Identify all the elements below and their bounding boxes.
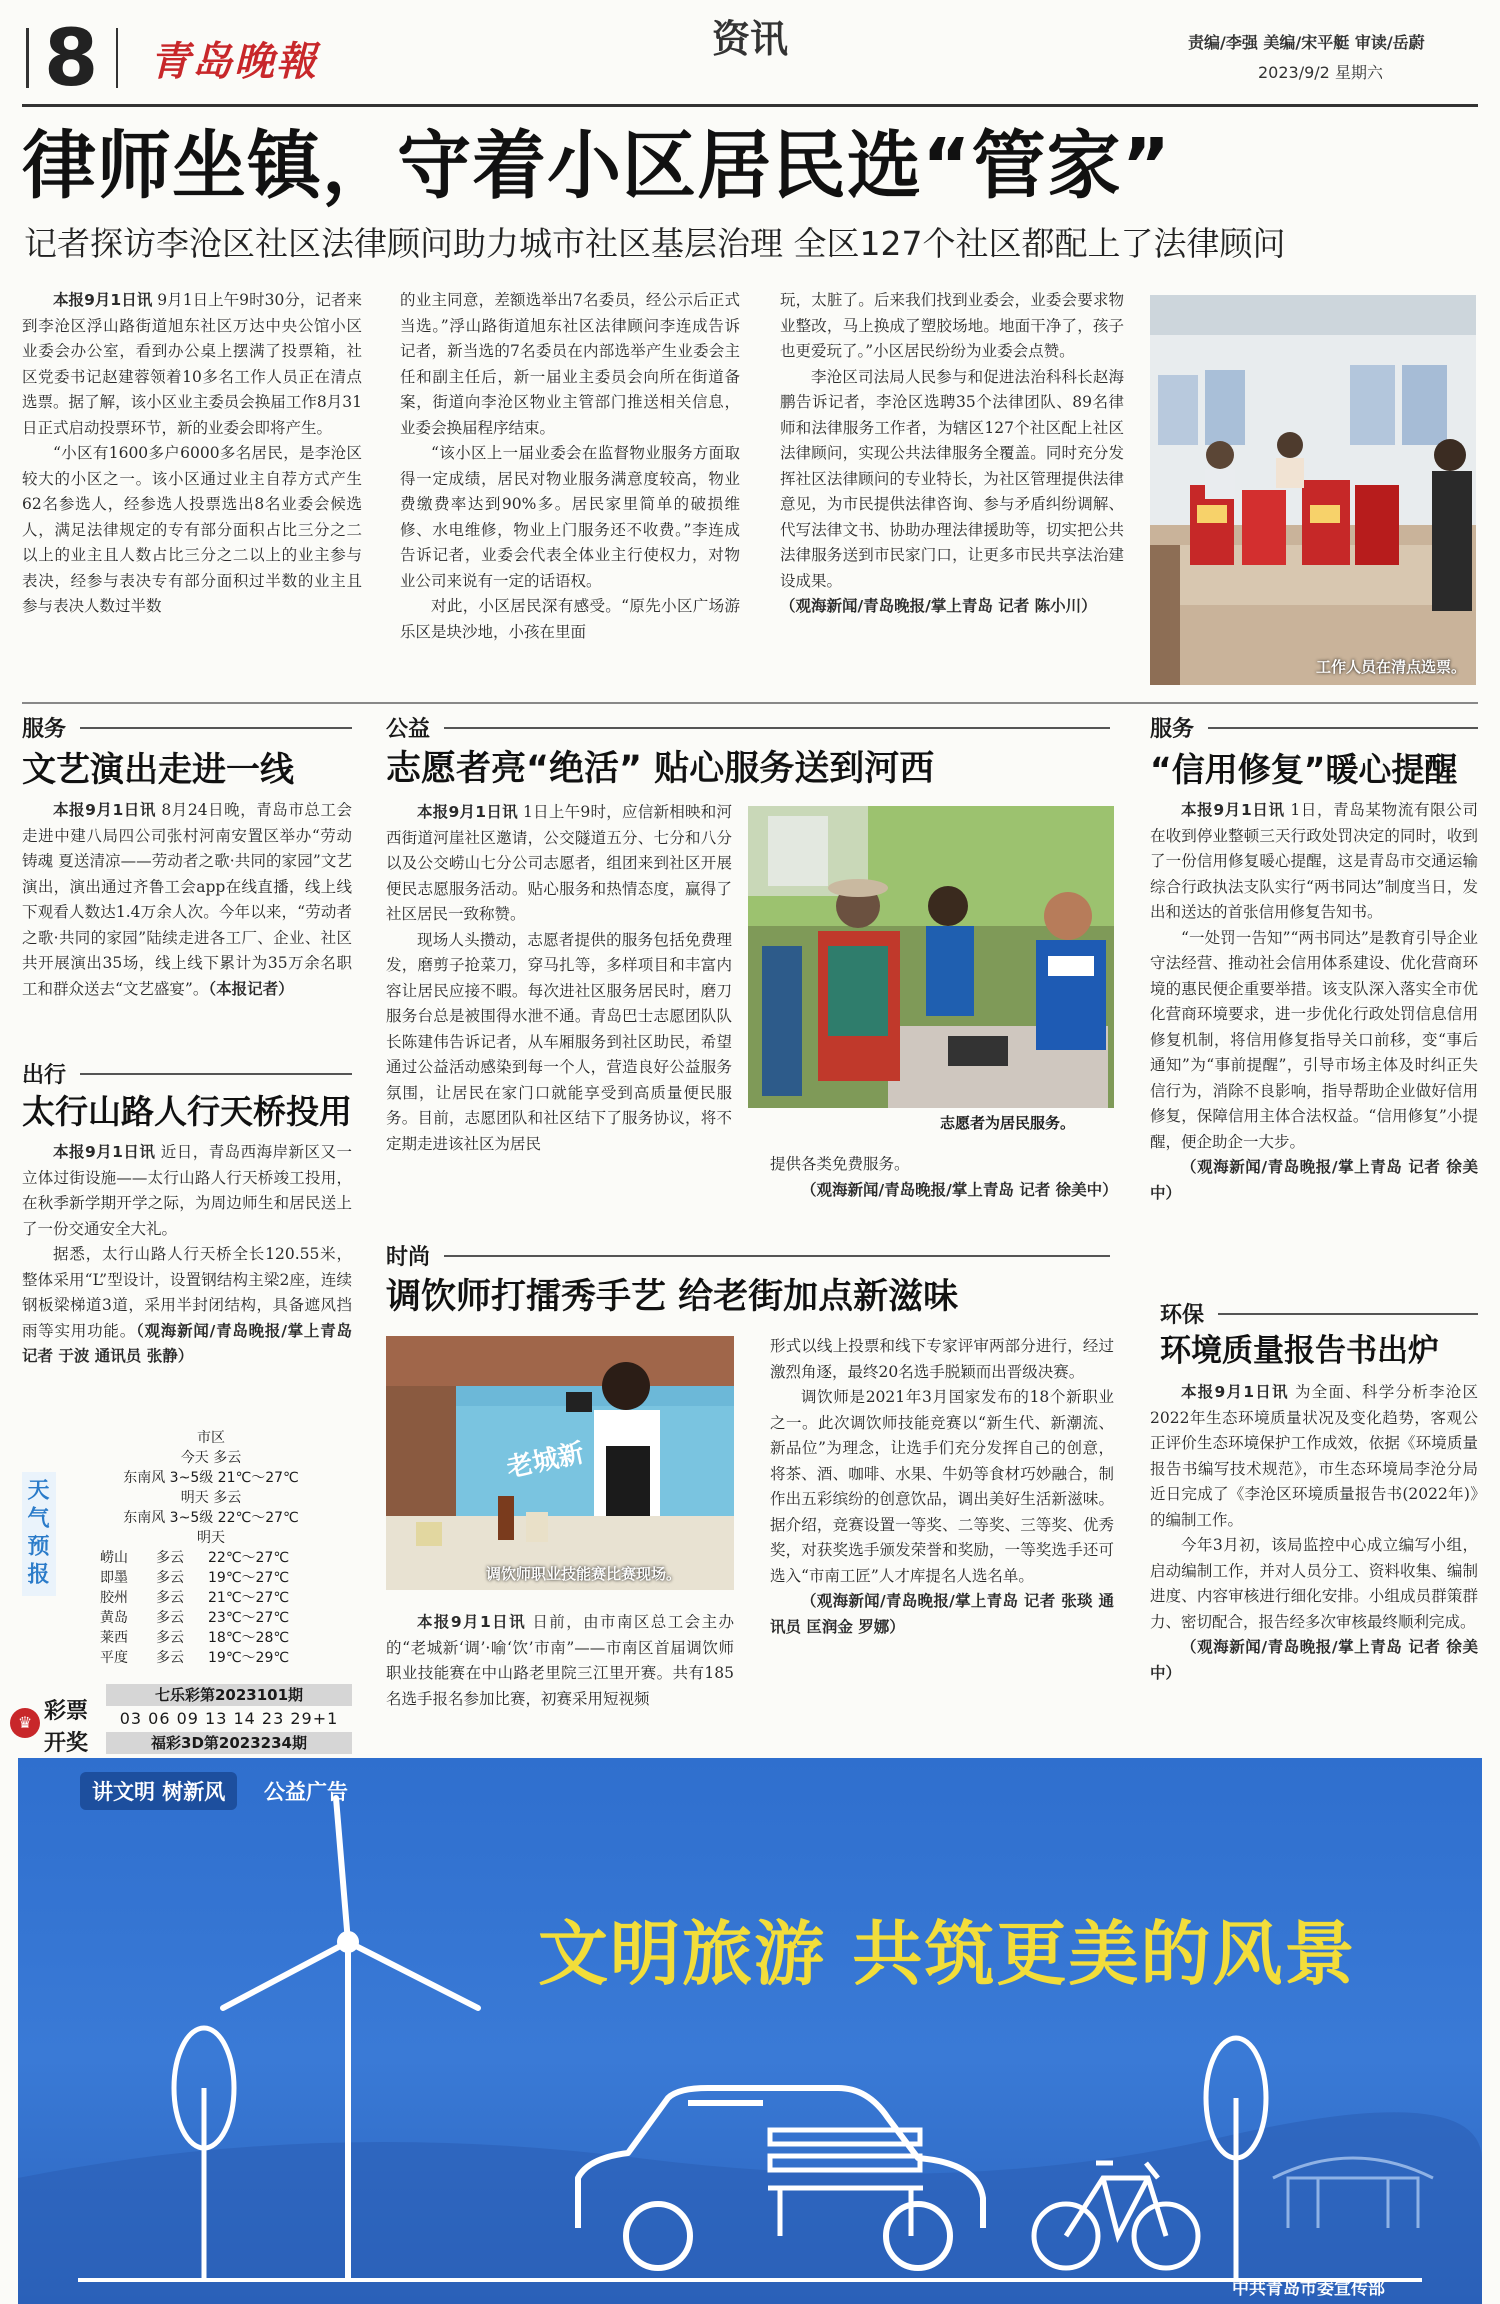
ad-illustration [18,1758,1482,2304]
public-service-ad [18,1758,1482,2304]
tea-body-right [770,1334,1114,1746]
lottery-label-2: 开奖 [44,1731,89,1756]
lead-photo-caption: 工作人员在清点选票。 [1315,658,1466,676]
env-paragraph: 今年3月初，该局监控中心成立编写小组，启动编制工作，并对人员分工、资料收集、编制进度、内容审核进行细化安排。小组成员群策群力、密切配合，报告经多次审核最终顺利完成。 [1150,1536,1478,1631]
tea-photo [386,1336,734,1590]
lottery-icon: ♛ [10,1708,40,1738]
env-credit: （观海新闻/青岛晚报/掌上青岛 记者 徐美中） [1150,1638,1478,1682]
weather-content [70,1428,352,1668]
lead-photo [1150,295,1476,685]
tea-headline: 调饮师打擂秀手艺 给老街加点新滋味 [386,1277,959,1317]
credit-body [1150,798,1478,1284]
weather-tomorrow-detail: 东南风 3~5级 22℃～27℃ [123,1510,299,1526]
bridge-paragraph: 据悉，太行山路人行天桥全长120.55米，整体采用“L”型设计，设置钢结构主梁2座，连续钢板梁梯道3道，采用半封闭结构，具备遮风挡雨等实用功能。（观海新闻/青岛晚报/掌上青岛 记者 于波 通讯员 张静） [22,1245,352,1365]
weather-urban-title: 市区 [197,1430,225,1446]
masthead-left-rule [26,28,29,88]
tea-photo-sign: 老城新 [504,1438,587,1484]
weather-region-row: 莱西 多云 18℃～28℃ [100,1630,290,1646]
lead-paragraph: 本报9月1日讯 9月1日上午9时30分，记者来到李沧区浮山路街道旭东社区万达中央公馆小区业委会办公室，看到办公桌上摆满了投票箱，社区党委书记赵建蓉领着10多名工作人员正在清点选票。据了解，该小区业主委员会换届工作8月31日正式启动投票环节，新的业委会即将产生。 [22,291,362,437]
weather-region-row: 黄岛 多云 23℃～27℃ [100,1610,290,1626]
volunteer-paragraph: 本报9月1日讯 1日上午9时，应信新相映和河西街道河崖社区邀请，公交隧道五分、七分和八分以及公交崂山七分公司志愿者，组团来到社区开展便民志愿服务活动。贴心服务和热情态度，赢得了社区居民一致称赞。 [386,803,732,923]
art-headline: 文艺演出走进一线 [22,750,294,790]
lottery-numbers-1: 03 06 09 13 14 23 29+1 [119,1709,339,1728]
section-label-fashion: 时尚 [386,1240,1110,1271]
weather-today-title: 今天 多云 [180,1450,242,1466]
weather-tomorrow-title: 明天 多云 [180,1490,242,1506]
section-label-service-right: 服务 [1150,712,1478,743]
weather-region-row: 平度 多云 19℃～29℃ [100,1650,290,1666]
tea-photo-caption: 调饮师职业技能赛比赛现场。 [486,1565,682,1583]
section-label-public: 公益 [386,712,1110,743]
ad-sponsor: 中共青岛市委宣传部 [1232,2279,1385,2299]
paper-name: 青岛晚報 [150,38,318,85]
bridge-body [22,1140,352,1420]
masthead [0,0,1500,110]
volunteer-photo-caption: 志愿者为居民服务。 [940,1114,1076,1132]
credit-credit: （观海新闻/青岛晚报/掌上青岛 记者 徐美中） [1150,1158,1478,1202]
lead-paragraph: “该小区上一届业委会在监督物业服务方面取得一定成绩，居民对物业服务满意度较高，物业费缴费率达到90%多。居民家里简单的破损维修、水电维修，物业上门服务还不收费。”李连成告诉记者，业委会代表全体业主行使权力，对物业公司来说有一定的话语权。 [400,444,740,590]
lead-paragraph: 对此，小区居民深有感受。“原先小区广场游乐区是块沙地，小孩在里面 [400,597,740,641]
lead-bottom-rule [22,702,1478,704]
ad-tag-psa: 公益广告 [264,1780,348,1804]
volunteer-paragraph: 现场人头攒动，志愿者提供的服务包括免费理发，磨剪子抢菜刀，穿马扎等，多样项目和丰富内容让居民应接不暇。每次进社区服务居民时，磨刀服务台总是被围得水泄不通。青岛巴士志愿团队队长陈建伟告诉记者，从车厢服务到社区助民，希望通过公益活动感染到每一个人，营造良好公益服务氛围，让居民在家门口就能享受到高质量便民服务。目前，志愿团队和社区结下了服务协议，将不定期走进该社区为居民 [386,930,732,1153]
credit-paragraph: “一处罚一告知”“两书同达”是教育引导企业守法经营、推动社会信用体系建设、优化营商环境的惠民便企重要举措。该支队深入落实全市优化营商环境要求，进一步优化行政处罚信息信用修复机制，将信用修复指导关口前移，变“事后通知”为“事前提醒”，引导市场主体及时纠正失信行为，消除不良影响，指导帮助企业做好信用修复，保障信用主体合法权益。“信用修复”小提醒，便企助企一大步。 [1150,928,1478,1151]
env-headline: 环境质量报告书出炉 [1160,1333,1439,1369]
lottery-game-1: 七乐彩第2023101期 [106,1684,352,1706]
volunteer-paragraph: 提供各类免费服务。 [770,1155,910,1173]
bridge-headline: 太行山路人行天桥投用 [22,1092,352,1131]
issue-date: 2023/9/2 星期六 [1258,63,1383,82]
tea-credit: （观海新闻/青岛晚报/掌上青岛 记者 张琰 通讯员 匡润金 罗娜） [770,1592,1114,1636]
tea-paragraph: 本报9月1日讯 日前，由市南区总工会主办的“老城新‘调’·喻‘饮’市南”——市南区首届调饮师职业技能赛在中山路老里院三江里开赛。共有185名选手报名参加比赛，初赛采用短视频 [386,1613,734,1708]
lead-subheadline: 记者探访李沧区社区法律顾问助力城市社区基层治理 全区127个社区都配上了法律顾问 [24,224,1286,263]
volunteer-photo-illustration [748,806,1114,1108]
lead-column-2 [400,288,740,696]
lead-paragraph: 玩，太脏了。后来我们找到业委会，业委会要求物业整改，马上换成了塑胶场地。地面干净了，孩子也更爱玩了。”小区居民纷纷为业委会点赞。 [780,291,1124,360]
lead-photo-illustration [1150,295,1476,685]
tea-paragraph: 形式以线上投票和线下专家评审两部分进行，经过激烈角逐，最终20名选手脱颖而出晋级决赛。 [770,1337,1114,1381]
art-body [22,798,352,1054]
tea-paragraph: 调饮师是2021年3月国家发布的18个新职业之一。此次调饮师技能竞赛以“新生代、新潮流、新品位”为理念，让选手们充分发挥自己的创意，将茶、酒、咖啡、水果、牛奶等食材巧妙融合，制作出五彩缤纷的创意饮品，调出美好生活新滋味。据介绍，竞赛设置一等奖、二等奖、三等奖、优秀奖，对获奖选手颁发荣誉和奖励，一等奖选手还可选入“市南工匠”人才库提名人选名单。 [770,1388,1114,1585]
volunteer-body [386,800,732,1234]
section-label-env: 环保 [1160,1298,1478,1329]
lottery-game-2: 福彩3D第2023234期 [106,1732,352,1754]
volunteer-headline: 志愿者亮“绝活” 贴心服务送到河西 [386,749,935,789]
lead-column-1 [22,288,362,696]
art-paragraph: 本报9月1日讯 8月24日晚，青岛市总工会走进中建八局四公司张村河南安置区举办“劳动铸魂 夏送清凉——劳动者之歌·共同的家园”文艺演出，演出通过齐鲁工会app在线直播，线上线下观看人数达1.4万余人次。今年以来，“劳动者之歌·共同的家园”陆续走进各工厂、企业、社区共开展演出35场，线上线下累计为35万余名职工和群众送去“文艺盛宴”。（本报记者） [22,801,352,998]
lottery-label-1: 彩票 [44,1699,89,1724]
lead-paragraph: 李沧区司法局人民参与和促进法治科科长赵海鹏告诉记者，李沧区选聘35个法律团队、89名律师和法律服务工作者，为辖区127个社区配上社区法律顾问，实现公共法律服务全覆盖。同时充分发挥社区法律顾问的专业特长，为社区管理提供法律意见，为市民提供法律咨询、参与矛盾纠纷调解、代写法律文书、协助办理法律援助等，切实把公共法律服务送到市民家门口，让更多市民共享法治建设成果。 [780,367,1124,590]
section-label-service: 服务 [22,712,352,743]
page-number: 8 [44,14,99,104]
bridge-paragraph: 本报9月1日讯 近日，青岛西海岸新区又一立体过街设施——太行山路人行天桥竣工投用，在秋季新学期开学之际，为周边师生和居民送上了一份交通安全大礼。 [22,1143,352,1238]
masthead-mid-rule [116,28,118,88]
lead-paragraph: 的业主同意，差额选举出7名委员，经公示后正式当选。”浮山路街道旭东社区法律顾问李连成告诉记者，新当选的7名委员在内部选举产生业委会主任和副主任后，新一届业主委员会向所在街道备案，街道向李沧区物业主管部门推送相关信息，业委会换届程序结束。 [400,291,740,437]
weather-region-row: 胶州 多云 21℃～27℃ [100,1590,290,1606]
ad-tag-civility: 讲文明 树新风 [80,1772,237,1810]
section-name: 资讯 [712,17,789,61]
weather-region-row: 崂山 多云 22℃～27℃ [100,1550,290,1566]
lead-credit: （观海新闻/青岛晚报/掌上青岛 记者 陈小川） [780,597,1097,615]
volunteer-body-tail [770,1152,1118,1203]
masthead-bottom-rule [22,104,1478,107]
lead-column-3 [780,288,1124,696]
lead-headline: 律师坐镇，守着小区居民选“管家” [22,123,1172,209]
env-body [1150,1380,1478,1746]
weather-region-row: 即墨 多云 19℃～27℃ [100,1570,290,1586]
credit-paragraph: 本报9月1日讯 1日，青岛某物流有限公司在收到停业整顿三天行政处罚决定的同时，收到了一份信用修复暖心提醒，这是青岛市交通运输综合行政执法支队实行“两书同达”制度当日，发出和送达的首张信用修复告知书。 [1150,801,1478,921]
weather-box [22,1428,352,1680]
editors-line: 责编/李强 美编/宋平艇 审读/岳蔚 [1188,33,1425,52]
weather-label: 天气预报 [22,1472,56,1596]
lead-paragraph: “小区有1600多户6000多名居民，是李沧区较大的小区之一。该小区通过业主自荐方式产生62名参选人，经参选人投票选出8名业委会候选人，满足法律规定的专有部分面积占比三分之二以上的业主且人数占比三分之二以上的业主参与表决，经参与表决专有部分面积过半数的业主且参与表决人数过半数 [22,444,362,615]
credit-headline: “信用修复”暖心提醒 [1150,750,1458,789]
tea-body-left [386,1610,734,1740]
ad-slogan: 文明旅游 共筑更美的风景 [538,1913,1357,1995]
env-paragraph: 本报9月1日讯 为全面、科学分析李沧区2022年生态环境质量状况及变化趋势，客观公正评价生态环境保护工作成效，依据《环境质量报告书编写技术规范》，市生态环境局李沧分局近日完成了《李沧区环境质量报告书(2022年)》的编制工作。 [1150,1383,1478,1529]
volunteer-photo [748,806,1114,1108]
section-label-travel: 出行 [22,1058,352,1089]
weather-region-list [70,1548,352,1668]
weather-today-detail: 东南风 3~5级 21℃～27℃ [123,1470,299,1486]
weather-regions-title: 明天 [197,1530,225,1546]
volunteer-credit: （观海新闻/青岛晚报/掌上青岛 记者 徐美中） [801,1180,1118,1199]
